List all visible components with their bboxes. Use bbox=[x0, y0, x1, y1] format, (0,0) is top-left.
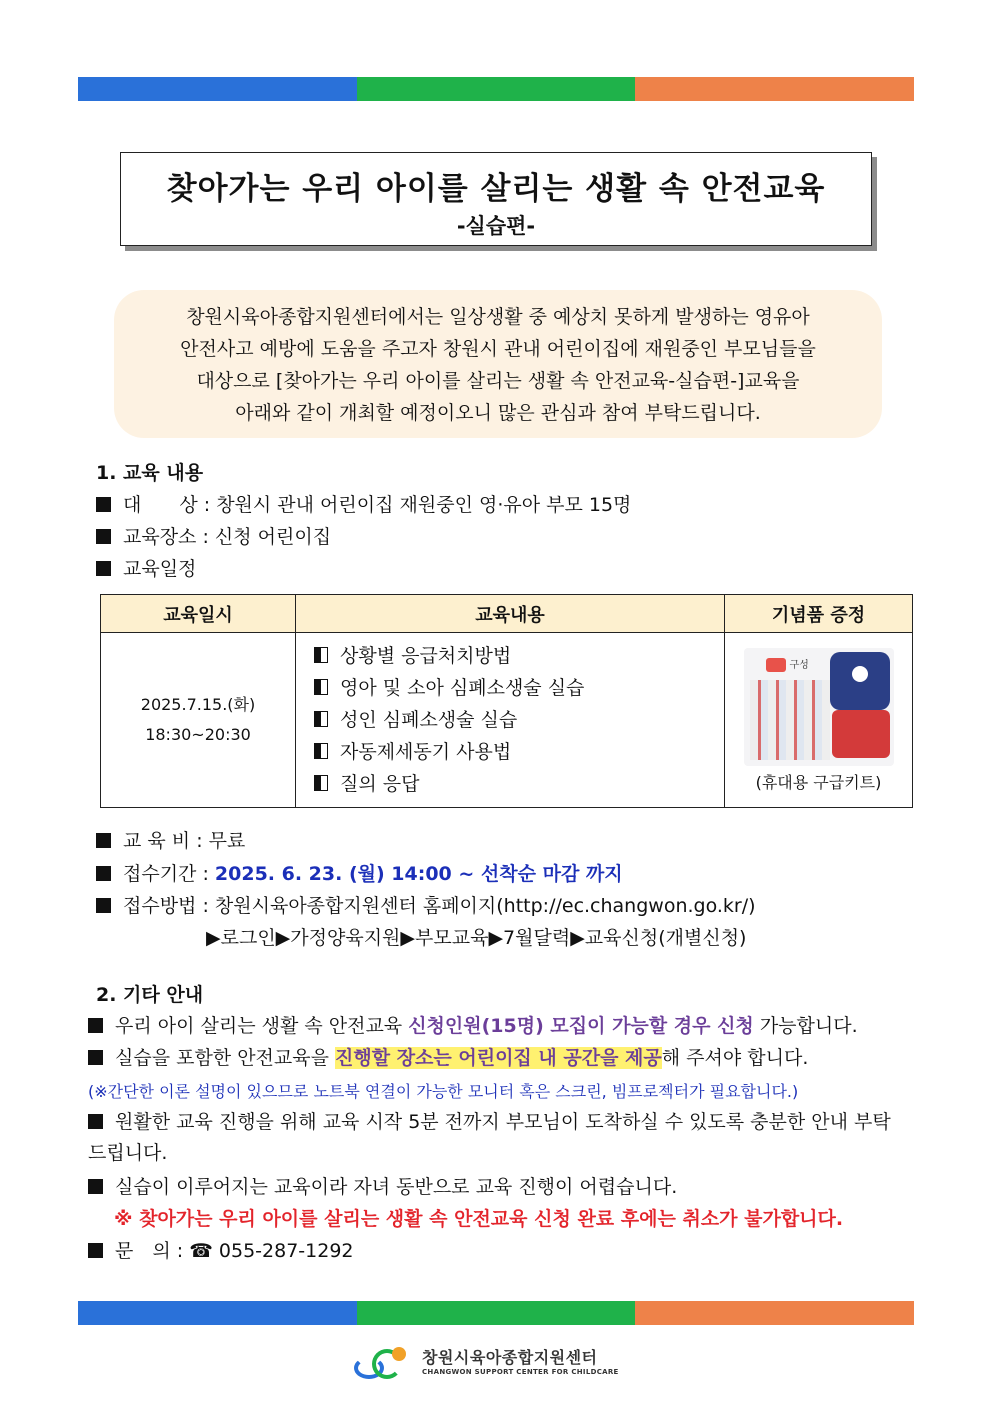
notice-emphasis: 신청인원(15명) 모집이 가능할 경우 신청 bbox=[408, 1015, 754, 1037]
center-logo-icon bbox=[350, 1343, 412, 1377]
fee-row: 교 육 비 : 무료 bbox=[96, 826, 245, 853]
square-bullet-icon bbox=[88, 1018, 103, 1033]
list-item bbox=[314, 640, 723, 672]
contact-label: 문 의 bbox=[115, 1240, 171, 1262]
footer-org-korean: 창원시육아종합지원센터 bbox=[422, 1347, 598, 1367]
notice-text: 실습을 포함한 안전교육을 bbox=[115, 1047, 336, 1069]
page-title: 찾아가는 우리 아이를 살리는 생활 속 안전교육 bbox=[166, 171, 826, 207]
list-item bbox=[314, 704, 723, 736]
gift-caption: (휴대용 구급키트) bbox=[755, 772, 882, 792]
first-aid-kit-image bbox=[744, 648, 894, 766]
fee-value: 무료 bbox=[208, 830, 246, 852]
list-item bbox=[314, 672, 723, 704]
half-box-bullet-icon bbox=[314, 679, 328, 695]
target-label: 대 상 bbox=[123, 494, 198, 516]
contact-row: 문 의 : ☎ 055-287-1292 bbox=[88, 1236, 904, 1267]
schedule-label: 교육일정 bbox=[123, 558, 197, 580]
bottom-bar-green bbox=[357, 1301, 636, 1325]
header-gift: 기념품 증정 bbox=[725, 595, 913, 633]
period-label: 접수기간 bbox=[123, 863, 197, 885]
fee-label: 교 육 비 bbox=[123, 830, 191, 852]
notice-text: 원활한 교육 진행을 위해 교육 시작 5분 전까지 부모님이 도착하실 수 있도록 충분한 안내 부탁드립니다. bbox=[88, 1111, 891, 1164]
target-value: 창원시 관내 어린이집 재원중인 영·유아 부모 15명 bbox=[216, 494, 632, 516]
table-row bbox=[101, 633, 913, 808]
schedule-date-cell bbox=[101, 633, 296, 808]
contact-phone: 055-287-1292 bbox=[218, 1240, 354, 1262]
target-row: 대 상 : 창원시 관내 어린이집 재원중인 영·유아 부모 15명 bbox=[96, 490, 631, 517]
footer-org-english: CHANGWON SUPPORT CENTER FOR CHILDCARE bbox=[422, 1367, 619, 1376]
content-text: 영아 및 소아 심폐소생술 실습 bbox=[340, 677, 585, 699]
notice-item-2 bbox=[88, 1043, 904, 1074]
notice-text: 해 주셔야 합니다. bbox=[661, 1047, 809, 1069]
list-item bbox=[314, 768, 723, 800]
square-bullet-icon bbox=[88, 1243, 103, 1258]
top-bar-green bbox=[357, 77, 636, 101]
square-bullet-icon bbox=[88, 1114, 103, 1129]
notice-item-3 bbox=[88, 1107, 904, 1169]
tag-icon bbox=[766, 658, 786, 672]
top-color-bar bbox=[78, 77, 914, 101]
schedule-time: 18:30~20:30 bbox=[145, 725, 251, 744]
schedule-date: 2025.7.15.(화) bbox=[140, 695, 256, 714]
section2-heading: 2. 기타 안내 bbox=[96, 984, 204, 1006]
half-box-bullet-icon bbox=[314, 711, 328, 727]
square-bullet-icon bbox=[88, 1050, 103, 1065]
phone-icon: ☎ bbox=[189, 1240, 213, 1262]
method-value: 창원시육아종합지원센터 홈페이지(http://ec.changwon.go.kr/) bbox=[214, 895, 756, 917]
cancel-warning: ※ 찾아가는 우리 아이를 살리는 생활 속 안전교육 신청 완료 후에는 취소가 불가합니다. bbox=[114, 1208, 844, 1230]
content-text: 성인 심폐소생술 실습 bbox=[340, 709, 518, 731]
schedule-row bbox=[96, 554, 196, 581]
footer bbox=[350, 1340, 619, 1380]
square-bullet-icon bbox=[96, 561, 111, 576]
square-bullet-icon bbox=[96, 833, 111, 848]
kit-case-graphic bbox=[830, 652, 890, 710]
notice-item-1 bbox=[88, 1011, 904, 1042]
place-row: 교육장소 : 신청 어린이집 bbox=[96, 522, 331, 549]
content-text: 상황별 응급처치방법 bbox=[340, 645, 512, 667]
table-header-row bbox=[101, 595, 913, 633]
page-subtitle: -실습편- bbox=[456, 214, 536, 238]
footer-text bbox=[422, 1345, 619, 1376]
square-bullet-icon bbox=[88, 1179, 103, 1194]
schedule-table bbox=[100, 594, 913, 808]
notice-item-4 bbox=[88, 1172, 904, 1203]
half-box-bullet-icon bbox=[314, 775, 328, 791]
half-box-bullet-icon bbox=[314, 743, 328, 759]
top-bar-blue bbox=[78, 77, 357, 101]
bottom-color-bar bbox=[78, 1301, 914, 1325]
intro-line: 대상으로 [찾아가는 우리 아이를 살리는 생활 속 안전교육-실습편-]교육을 bbox=[196, 370, 800, 392]
intro-line: 안전사고 예방에 도움을 주고자 창원시 관내 어린이집에 재원중인 부모님들을 bbox=[180, 338, 816, 360]
content-text: 질의 응답 bbox=[340, 773, 420, 795]
top-bar-orange bbox=[635, 77, 914, 101]
list-item bbox=[314, 736, 723, 768]
kit-items-graphic bbox=[750, 680, 830, 760]
place-label: 교육장소 bbox=[123, 526, 197, 548]
logo-orange-dot bbox=[392, 1347, 406, 1361]
bottom-bar-blue bbox=[78, 1301, 357, 1325]
method-row: 접수방법 : 창원시육아종합지원센터 홈페이지(http://ec.changwon.go.kr/) bbox=[96, 891, 756, 918]
square-bullet-icon bbox=[96, 898, 111, 913]
kit-open-graphic bbox=[832, 710, 890, 758]
method-path: ▶로그인▶가정양육지원▶부모교육▶7월달력▶교육신청(개별신청) bbox=[206, 927, 747, 949]
intro-box bbox=[114, 290, 882, 438]
notice-text: 우리 아이 살리는 생활 속 안전교육 bbox=[115, 1015, 409, 1037]
notice-text: 가능합니다. bbox=[753, 1015, 858, 1037]
half-box-bullet-icon bbox=[314, 647, 328, 663]
gift-cell bbox=[725, 633, 913, 808]
intro-line: 아래와 같이 개최할 예정이오니 많은 관심과 참여 부탁드립니다. bbox=[235, 402, 761, 424]
title-box bbox=[120, 152, 872, 246]
section1-heading: 1. 교육 내용 bbox=[96, 462, 204, 484]
method-label: 접수방법 bbox=[123, 895, 197, 917]
square-bullet-icon bbox=[96, 529, 111, 544]
notice-text: 실습이 이루어지는 교육이라 자녀 동반으로 교육 진행이 어렵습니다. bbox=[115, 1176, 678, 1198]
notice-note: (※간단한 이론 설명이 있으므로 노트북 연결이 가능한 모니터 혹은 스크린, 빔프로젝터가 필요합니다.) bbox=[88, 1082, 799, 1101]
header-content: 교육내용 bbox=[296, 595, 725, 633]
period-value: 2025. 6. 23. (월) 14:00 ~ 선착순 마감 까지 bbox=[214, 863, 623, 885]
period-row: 접수기간 : 2025. 6. 23. (월) 14:00 ~ 선착순 마감 까지 bbox=[96, 859, 623, 886]
place-value: 신청 어린이집 bbox=[214, 526, 332, 548]
square-bullet-icon bbox=[96, 866, 111, 881]
square-bullet-icon bbox=[96, 497, 111, 512]
bottom-bar-orange bbox=[635, 1301, 914, 1325]
schedule-content-cell bbox=[296, 633, 725, 808]
notice-highlight: 진행할 장소는 어린이집 내 공간을 제공 bbox=[335, 1047, 662, 1069]
intro-line: 창원시육아종합지원센터에서는 일상생활 중 예상치 못하게 발생하는 영유아 bbox=[186, 306, 810, 328]
content-text: 자동제세동기 사용법 bbox=[340, 741, 512, 763]
header-date: 교육일시 bbox=[101, 595, 296, 633]
kit-tag-label: 구성 bbox=[789, 659, 809, 671]
